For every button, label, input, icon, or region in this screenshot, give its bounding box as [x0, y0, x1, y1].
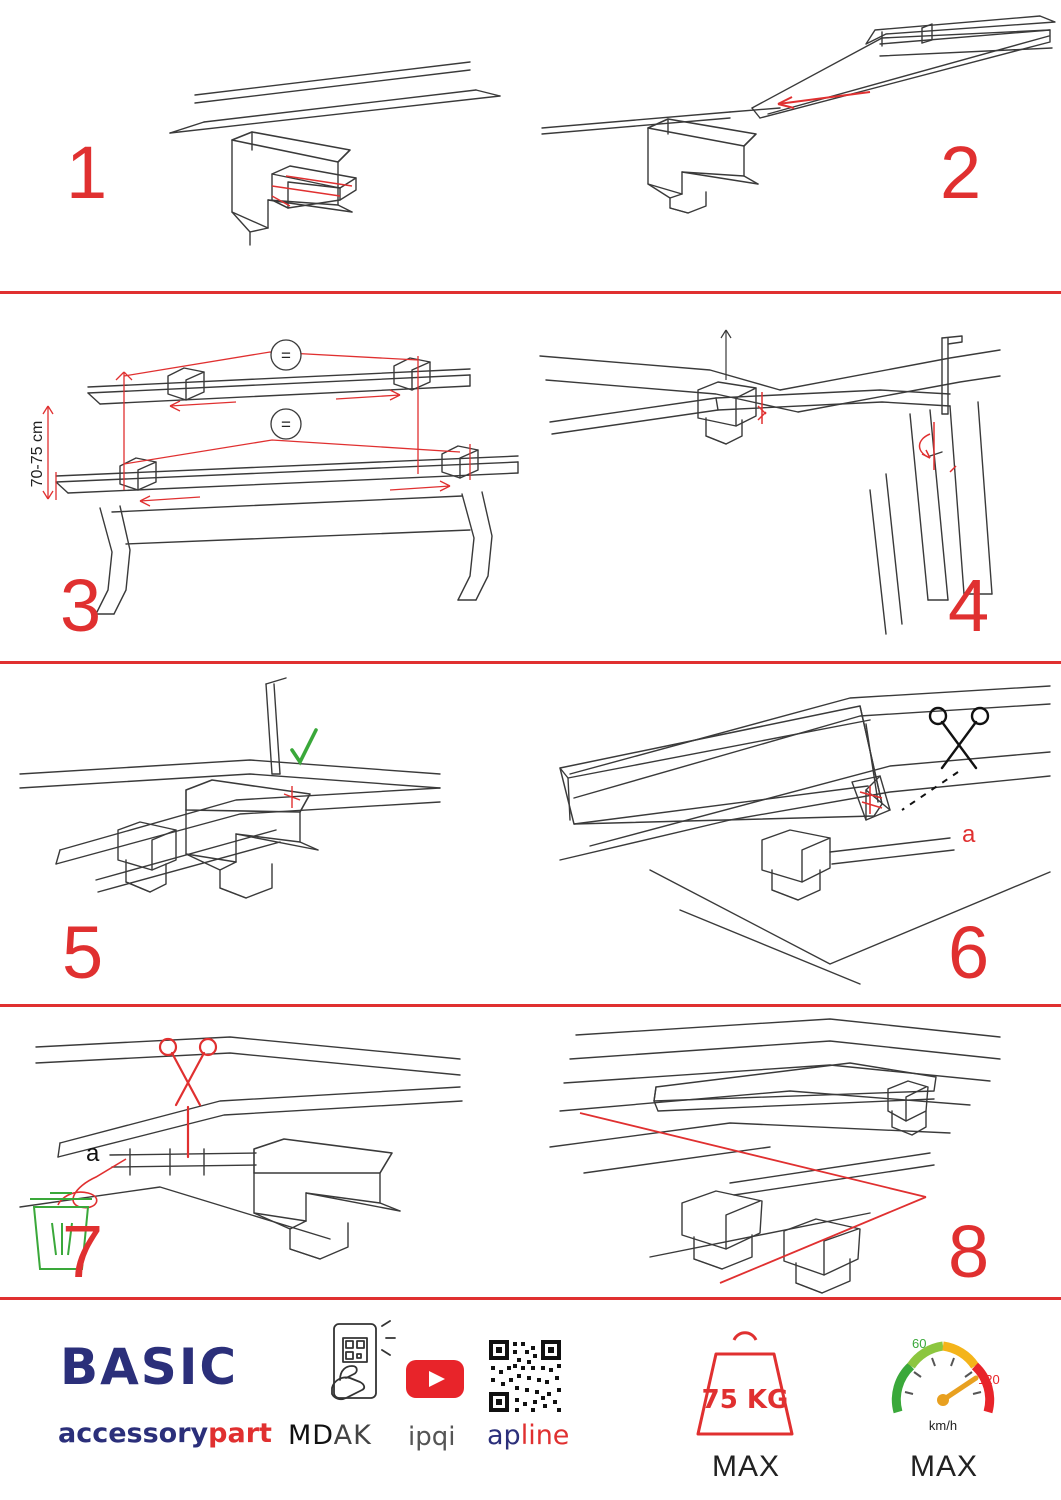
mdak-post: AK — [333, 1420, 372, 1451]
max-speed-gauge-icon — [878, 1316, 1008, 1446]
step-panel-2 — [530, 0, 1061, 291]
qr-code-icon[interactable] — [487, 1338, 563, 1414]
equal-mark-top: = — [281, 346, 291, 365]
max-load-value: 75 KG — [701, 1385, 789, 1415]
step-number-5: 5 — [62, 911, 104, 994]
step-panel-4 — [530, 294, 1061, 661]
brand-basic: BASIC — [60, 1338, 239, 1396]
mdak-label — [288, 1420, 372, 1451]
ipqi-label: ipqi — [408, 1422, 456, 1452]
step-panel-8 — [530, 1007, 1061, 1297]
gauge-tick-120: 120 — [978, 1372, 1000, 1387]
brand-part-text: part — [208, 1418, 272, 1449]
max-load-label: MAX — [712, 1450, 781, 1483]
apline-label — [487, 1420, 569, 1451]
step-panel-1 — [0, 0, 530, 291]
qr-scan-hand-icon — [310, 1318, 400, 1414]
brand-accessorypart — [58, 1418, 272, 1449]
youtube-icon[interactable] — [404, 1356, 466, 1402]
apline-post: line — [520, 1420, 570, 1451]
footer — [0, 1300, 1061, 1500]
mdak-pre: MD — [288, 1420, 334, 1451]
step-panel-5 — [0, 664, 530, 1004]
step-panel-3 — [0, 294, 530, 661]
step-number-7: 7 — [62, 1210, 104, 1293]
step-number-2: 2 — [940, 131, 982, 214]
max-load-icon — [680, 1316, 810, 1446]
label-a-step7: a — [86, 1140, 100, 1167]
step-number-8: 8 — [948, 1210, 990, 1293]
label-a-step6: a — [962, 821, 976, 848]
gauge-tick-60: 60 — [912, 1336, 927, 1351]
measurement-label: 70-75 cm — [29, 420, 46, 488]
max-speed-label: MAX — [910, 1450, 979, 1483]
step-number-6: 6 — [948, 911, 990, 994]
brand-accessory-text: accessory — [58, 1418, 209, 1449]
step-2-illustration — [530, 0, 1061, 291]
step-number-1: 1 — [66, 131, 108, 214]
step-panel-6 — [530, 664, 1061, 1004]
step-panel-7 — [0, 1007, 530, 1297]
gauge-unit-label: km/h — [928, 1418, 958, 1433]
apline-pre: ap — [487, 1420, 521, 1451]
equal-mark-bottom: = — [281, 415, 291, 434]
step-number-4: 4 — [948, 564, 990, 647]
step-number-3: 3 — [60, 564, 102, 647]
